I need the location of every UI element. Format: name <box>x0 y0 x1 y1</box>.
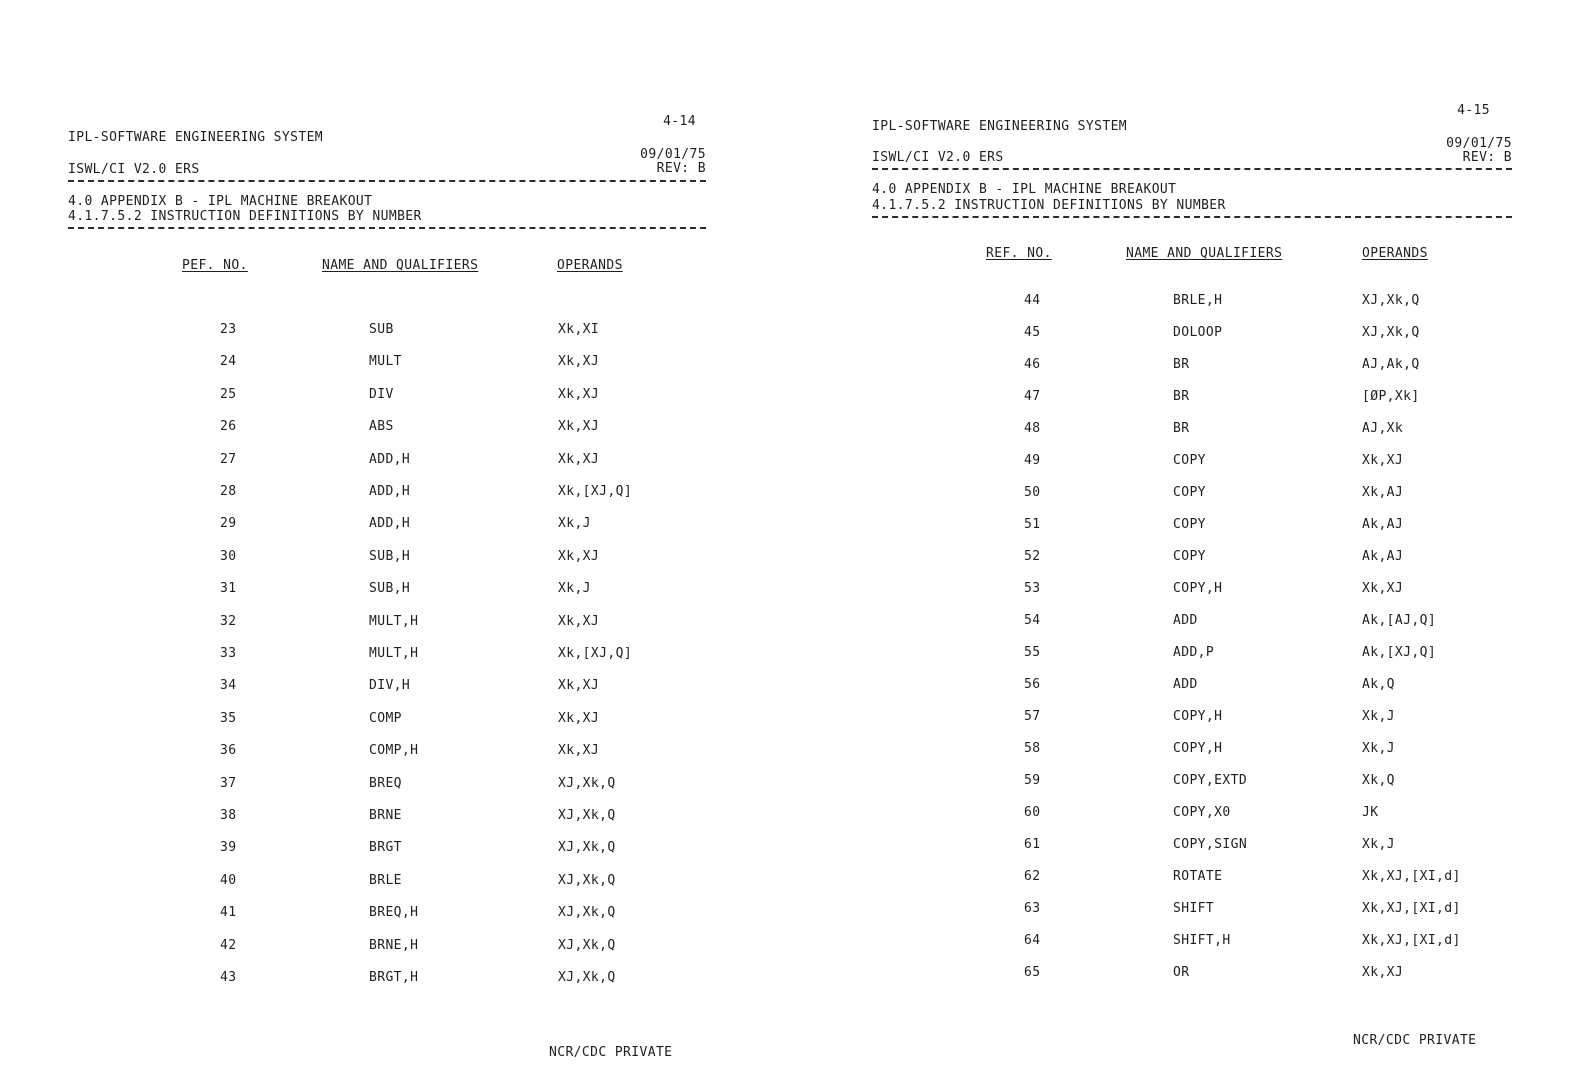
document-id: ISWL/CI V2.0 ERS <box>68 162 200 177</box>
cell-ref-no: 31 <box>220 581 237 597</box>
cell-ref-no: 37 <box>220 775 237 791</box>
cell-operands: Ak,AJ <box>1362 517 1404 532</box>
cell-operands: Xk,XJ,[XI,d] <box>1362 933 1461 948</box>
cell-ref-no: 47 <box>1024 389 1041 404</box>
cell-ref-no: 55 <box>1024 645 1041 660</box>
cell-name-qualifiers: SHIFT <box>1173 901 1215 916</box>
cell-ref-no: 41 <box>220 905 237 921</box>
section-title: 4.0 APPENDIX B - IPL MACHINE BREAKOUT <box>68 194 373 209</box>
cell-operands: Xk,J <box>558 581 591 597</box>
cell-ref-no: 35 <box>220 710 237 726</box>
cell-ref-no: 59 <box>1024 773 1041 788</box>
cell-name-qualifiers: ROTATE <box>1173 869 1223 884</box>
header-rule <box>872 168 1512 170</box>
cell-name-qualifiers: BR <box>1173 421 1190 436</box>
cell-ref-no: 53 <box>1024 581 1041 596</box>
cell-operands: Xk,AJ <box>1362 485 1404 500</box>
cell-operands: XJ,Xk,Q <box>558 872 616 888</box>
cell-name-qualifiers: SUB,H <box>369 548 411 564</box>
column-header-ref-no: REF. NO. <box>986 246 1052 261</box>
cell-name-qualifiers: COPY,SIGN <box>1173 837 1248 852</box>
cell-ref-no: 34 <box>220 678 237 694</box>
section-rule <box>68 227 706 229</box>
cell-ref-no: 51 <box>1024 517 1041 532</box>
cell-operands: XJ,Xk,Q <box>1362 293 1420 308</box>
cell-name-qualifiers: DIV,H <box>369 678 411 694</box>
cell-ref-no: 42 <box>220 937 237 953</box>
cell-name-qualifiers: BR <box>1173 389 1190 404</box>
column-header-operands: OPERANDS <box>1362 246 1428 261</box>
system-title: IPL-SOFTWARE ENGINEERING SYSTEM <box>68 130 324 145</box>
cell-name-qualifiers: ABS <box>369 419 394 435</box>
document-date: 09/01/75 <box>1446 136 1512 151</box>
left-page <box>0 0 790 1080</box>
cell-name-qualifiers: ADD,P <box>1173 645 1215 660</box>
cell-ref-no: 23 <box>220 322 237 337</box>
cell-name-qualifiers: COMP <box>369 710 402 726</box>
cell-name-qualifiers: COPY <box>1173 453 1206 468</box>
revision-label: REV: B <box>656 161 706 176</box>
cell-name-qualifiers: MULT,H <box>369 613 419 629</box>
cell-ref-no: 43 <box>220 970 237 985</box>
footer-label: NCR/CDC PRIVATE <box>549 1045 673 1060</box>
cell-ref-no: 63 <box>1024 901 1041 916</box>
cell-operands: Xk,XJ <box>1362 581 1404 596</box>
cell-name-qualifiers: COPY <box>1173 517 1206 532</box>
document-date: 09/01/75 <box>640 147 706 162</box>
cell-operands: [ØP,Xk] <box>1362 389 1420 404</box>
cell-operands: AJ,Xk <box>1362 421 1404 436</box>
cell-name-qualifiers: BRLE <box>369 872 402 888</box>
cell-operands: Xk,J <box>1362 837 1395 852</box>
cell-ref-no: 32 <box>220 613 237 629</box>
system-title: IPL-SOFTWARE ENGINEERING SYSTEM <box>872 119 1128 134</box>
section-subtitle: 4.1.7.5.2 INSTRUCTION DEFINITIONS BY NUMBER <box>872 198 1226 213</box>
cell-name-qualifiers: MULT,H <box>369 646 419 661</box>
cell-operands: XJ,Xk,Q <box>558 905 616 921</box>
cell-ref-no: 61 <box>1024 837 1041 852</box>
cell-name-qualifiers: BR <box>1173 357 1190 372</box>
cell-operands: Xk,XJ <box>558 451 600 467</box>
cell-ref-no: 45 <box>1024 325 1041 340</box>
cell-name-qualifiers: SUB,H <box>369 581 411 597</box>
cell-ref-no: 33 <box>220 646 237 661</box>
cell-operands: Ak,AJ <box>1362 549 1404 564</box>
cell-operands: Xk,XI <box>558 322 600 337</box>
cell-name-qualifiers: COPY <box>1173 549 1206 564</box>
cell-ref-no: 29 <box>220 516 237 532</box>
cell-name-qualifiers: DOLOOP <box>1173 325 1223 340</box>
cell-ref-no: 62 <box>1024 869 1041 884</box>
cell-ref-no: 44 <box>1024 293 1041 308</box>
cell-name-qualifiers: BRNE,H <box>369 937 419 953</box>
cell-name-qualifiers: COMP,H <box>369 743 419 759</box>
header-rule <box>68 180 706 182</box>
cell-ref-no: 40 <box>220 872 237 888</box>
cell-operands: Xk,XJ <box>558 613 600 629</box>
cell-ref-no: 50 <box>1024 485 1041 500</box>
cell-ref-no: 39 <box>220 840 237 856</box>
cell-operands: XJ,Xk,Q <box>558 937 616 953</box>
cell-name-qualifiers: COPY,H <box>1173 581 1223 596</box>
cell-ref-no: 60 <box>1024 805 1041 820</box>
cell-operands: XJ,Xk,Q <box>558 970 616 985</box>
section-subtitle: 4.1.7.5.2 INSTRUCTION DEFINITIONS BY NUMBER <box>68 209 422 224</box>
cell-ref-no: 25 <box>220 386 237 402</box>
cell-operands: Ak,Q <box>1362 677 1395 692</box>
cell-operands: Xk,XJ <box>558 548 600 564</box>
column-header-operands: OPERANDS <box>557 258 623 273</box>
footer-label: NCR/CDC PRIVATE <box>1353 1033 1477 1048</box>
cell-ref-no: 64 <box>1024 933 1041 948</box>
cell-operands: Xk,XJ <box>1362 965 1404 980</box>
column-header-name: NAME AND QUALIFIERS <box>322 258 479 273</box>
right-page <box>790 0 1582 1080</box>
cell-name-qualifiers: MULT <box>369 354 402 370</box>
page-number: 4-14 <box>663 114 696 129</box>
cell-name-qualifiers: ADD <box>1173 613 1198 628</box>
cell-ref-no: 57 <box>1024 709 1041 724</box>
cell-operands: Xk,J <box>1362 709 1395 724</box>
section-rule <box>872 216 1512 218</box>
cell-name-qualifiers: BRGT <box>369 840 402 856</box>
cell-operands: XJ,Xk,Q <box>558 775 616 791</box>
cell-name-qualifiers: COPY <box>1173 485 1206 500</box>
cell-name-qualifiers: DIV <box>369 386 394 402</box>
cell-name-qualifiers: COPY,X0 <box>1173 805 1231 820</box>
cell-name-qualifiers: BREQ <box>369 775 402 791</box>
cell-operands: XJ,Xk,Q <box>558 808 616 823</box>
cell-ref-no: 26 <box>220 419 237 435</box>
cell-operands: Xk,J <box>1362 741 1395 756</box>
cell-ref-no: 46 <box>1024 357 1041 372</box>
cell-operands: AJ,Ak,Q <box>1362 357 1420 372</box>
cell-operands: Xk,Q <box>1362 773 1395 788</box>
cell-ref-no: 65 <box>1024 965 1041 980</box>
cell-ref-no: 24 <box>220 354 237 370</box>
cell-operands: Xk,[XJ,Q] <box>558 484 633 499</box>
cell-name-qualifiers: COPY,EXTD <box>1173 773 1248 788</box>
cell-operands: Xk,[XJ,Q] <box>558 646 633 661</box>
column-header-name: NAME AND QUALIFIERS <box>1126 246 1283 261</box>
cell-operands: Xk,XJ <box>558 386 600 402</box>
cell-operands: Xk,XJ <box>558 354 600 370</box>
cell-operands: JK <box>1362 805 1379 820</box>
cell-name-qualifiers: SHIFT,H <box>1173 933 1231 948</box>
cell-ref-no: 30 <box>220 548 237 564</box>
cell-operands: Xk,J <box>558 516 591 532</box>
cell-name-qualifiers: BRLE,H <box>1173 293 1223 308</box>
cell-ref-no: 28 <box>220 484 237 499</box>
cell-operands: XJ,Xk,Q <box>1362 325 1420 340</box>
cell-operands: Xk,XJ <box>558 743 600 759</box>
cell-name-qualifiers: ADD <box>1173 677 1198 692</box>
cell-operands: Xk,XJ <box>1362 453 1404 468</box>
cell-ref-no: 49 <box>1024 453 1041 468</box>
cell-ref-no: 48 <box>1024 421 1041 436</box>
cell-operands: Ak,[AJ,Q] <box>1362 613 1437 628</box>
document-id: ISWL/CI V2.0 ERS <box>872 150 1004 165</box>
cell-name-qualifiers: SUB <box>369 322 394 337</box>
cell-name-qualifiers: BRNE <box>369 808 402 823</box>
cell-ref-no: 36 <box>220 743 237 759</box>
cell-ref-no: 56 <box>1024 677 1041 692</box>
cell-name-qualifiers: ADD,H <box>369 516 411 532</box>
cell-operands: Xk,XJ <box>558 710 600 726</box>
cell-name-qualifiers: ADD,H <box>369 451 411 467</box>
section-title: 4.0 APPENDIX B - IPL MACHINE BREAKOUT <box>872 182 1177 197</box>
cell-name-qualifiers: BREQ,H <box>369 905 419 921</box>
cell-operands: Xk,XJ <box>558 419 600 435</box>
cell-ref-no: 38 <box>220 808 237 823</box>
cell-ref-no: 54 <box>1024 613 1041 628</box>
cell-ref-no: 27 <box>220 451 237 467</box>
revision-label: REV: B <box>1462 150 1512 165</box>
column-header-ref-no: PEF. NO. <box>182 258 248 273</box>
cell-operands: Xk,XJ,[XI,d] <box>1362 869 1461 884</box>
cell-name-qualifiers: ADD,H <box>369 484 411 499</box>
cell-operands: XJ,Xk,Q <box>558 840 616 856</box>
cell-ref-no: 52 <box>1024 549 1041 564</box>
cell-name-qualifiers: OR <box>1173 965 1190 980</box>
cell-operands: Xk,XJ,[XI,d] <box>1362 901 1461 916</box>
cell-ref-no: 58 <box>1024 741 1041 756</box>
page-number: 4-15 <box>1457 103 1490 118</box>
cell-name-qualifiers: BRGT,H <box>369 970 419 985</box>
cell-name-qualifiers: COPY,H <box>1173 741 1223 756</box>
cell-operands: Ak,[XJ,Q] <box>1362 645 1437 660</box>
cell-operands: Xk,XJ <box>558 678 600 694</box>
cell-name-qualifiers: COPY,H <box>1173 709 1223 724</box>
